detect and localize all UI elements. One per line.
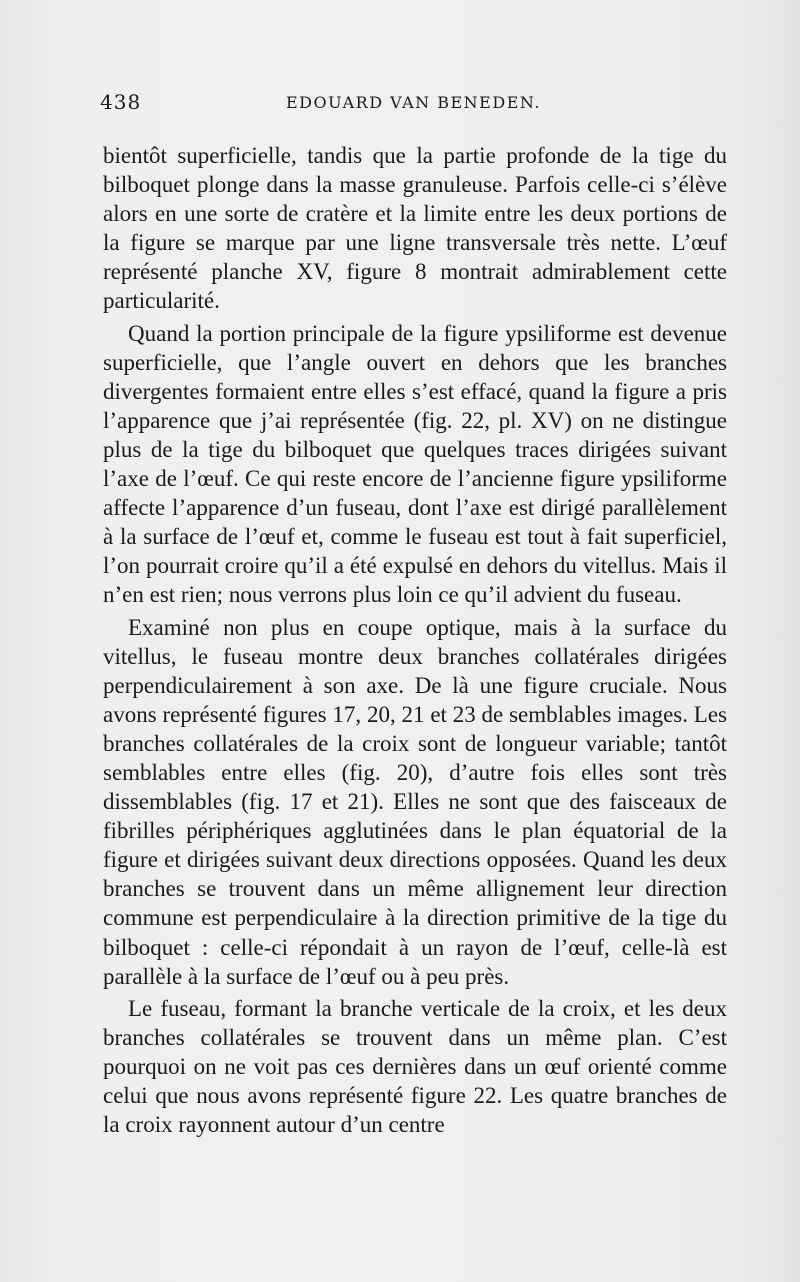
paragraph-4: Le fuseau, formant la branche verticale de la croix, et les deux branches collatérales se trouvent dans un même plan. C’est pourquoi on ne voit pas ces dernières dans un œuf orienté comme celui que nous avons représenté figure 22. Les quatre branches de la croix rayonnent autour d’un centre [103, 995, 727, 1138]
page-header [100, 90, 725, 120]
paragraph-1: bientôt superficielle, tandis que la partie profonde de la tige du bilboquet plonge dans la masse granuleuse. Parfois celle-ci s’élève alors en une sorte de cratère et la limite entre les deux portions de la figure se marque par une ligne transversale très nette. L’œuf représenté planche XV, figure 8 montrait admirablement cette particularité. [103, 143, 727, 314]
running-head: EDOUARD VAN BENEDEN. [286, 93, 541, 112]
page-number: 438 [100, 90, 142, 114]
body-text [103, 141, 727, 1142]
paragraph-2: Quand la portion principale de la figure ypsiliforme est devenue superficielle, que l’angle ouvert en dehors que les branches divergentes formaient entre elles s’est effacé, quand la figure a pris l’apparence que j’ai représentée (fig. 22, pl. XV) on ne distingue plus de la tige du bilboquet que quelques traces dirigées suivant l’axe de l’œuf. Ce qui reste encore de l’ancienne figure ypsiliforme affecte l’apparence d’un fuseau, dont l’axe est dirigé parallèlement à la surface de l’œuf et, comme le fuseau est tout à fait superficiel, l’on pourrait croire qu’il a été expulsé en dehors du vitellus. Mais il n’en est rien; nous verrons plus loin ce qu’il advient du fuseau. [103, 320, 727, 608]
paragraph-3: Examiné non plus en coupe optique, mais à la surface du vitellus, le fuseau montre deux branches collatérales dirigées perpendiculairement à son axe. De là une figure cruciale. Nous avons représenté figures 17, 20, 21 et 23 de semblables images. Les branches collatérales de la croix sont de longueur variable; tantôt semblables entre elles (fig. 20), d’autre fois elles sont très dissemblables (fig. 17 et 21). Elles ne sont que des faisceaux de fibrilles périphériques agglutinées dans le plan équatorial de la figure et dirigées suivant deux directions opposées. Quand les deux branches se trouvent dans un même allignement leur direction commune est perpendiculaire à la direction primitive de la tige du bilboquet : celle-ci répondait à un rayon de l’œuf, celle-là est parallèle à la surface de l’œuf ou à peu près. [103, 614, 727, 989]
